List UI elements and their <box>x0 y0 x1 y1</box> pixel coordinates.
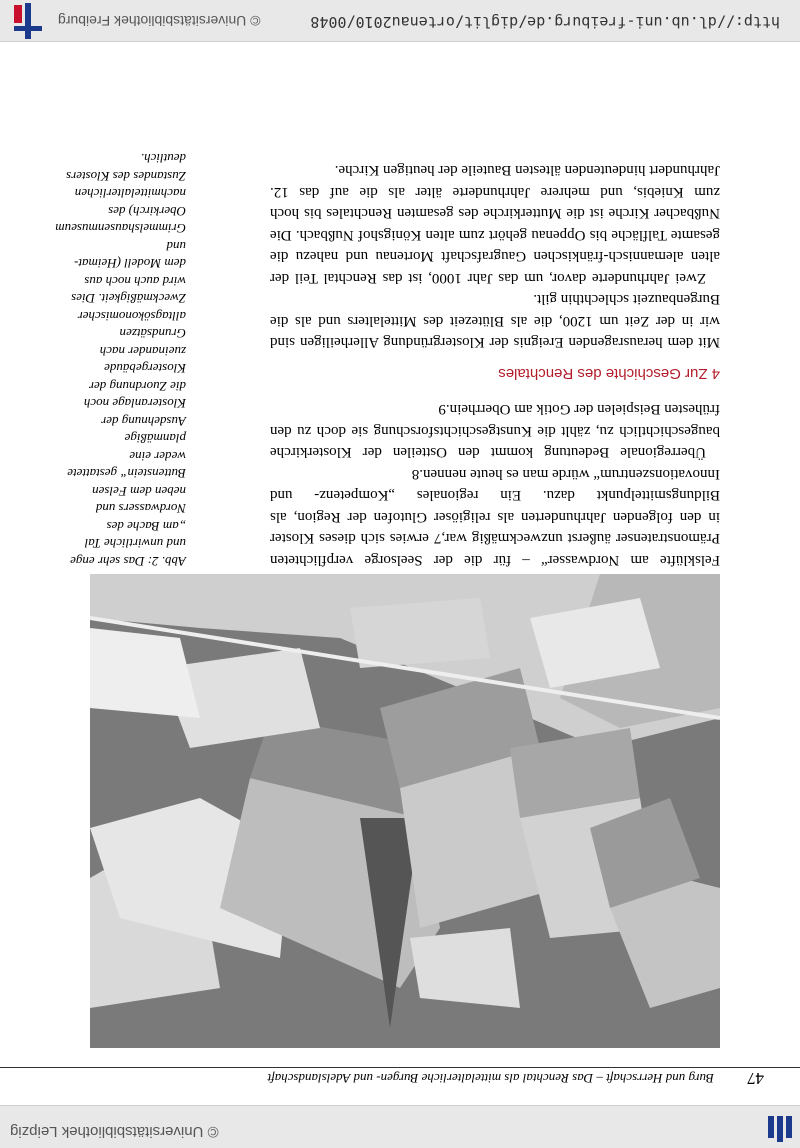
page-number: 47 <box>747 1069 764 1088</box>
top-bar <box>0 1105 800 1148</box>
monastery-model-photo <box>90 574 720 1048</box>
paragraph: Überregionale Bedeutung kommt den Ostteilen der Klosterkirche baugeschichtlich zu, zählt die Kunstgeschichtsforschung sie doch zu den frühesten Beispielen der Gotik am Oberrhein.9 <box>270 401 720 461</box>
running-header <box>0 1067 800 1090</box>
paragraph: Mit dem herausragenden Ereignis der Klostergründung Allerheiligen sind wir in der Zeit um 1200, die als Blütezeit des Mittelalters und als die Burgenbauzeit schlechthin gilt. <box>270 291 720 351</box>
university-logo-icon <box>10 3 46 39</box>
body-text <box>270 159 720 570</box>
running-title: Burg und Herrschaft – Das Renchtal als mittelalterliche Burgen- und Adelslandschaft <box>267 1071 714 1086</box>
caption-text: Abb. 2: Das sehr enge und unwirtliche Tal „am Bache des Nordwassers und neben dem Felsen Buttenstein“ gestattete weder eine planmäßige Ausdehnung der Klosteranlage noch die Zuordnung der Klostergebäude zueinander nach Grundsätzen alltagsökonomischer Zweckmäßigkeit. Dies wird auch noch aus dem Modell (Heimat- und Grimmelshausenmuseum Oberkirch) des nachmittelalterlichen Zustandes des Klosters deutlich. <box>55 151 186 569</box>
bottom-credit: © Universitätsbibliothek Freiburg <box>58 13 261 29</box>
top-credit: © Universitätsbibliothek Leipzig <box>10 1123 219 1140</box>
bottom-bar <box>0 0 800 42</box>
section-heading: 4 Zur Geschichte des Renchtales <box>498 365 720 382</box>
paragraph: Zwei Jahrhunderte davor, um das Jahr 1000, ist das Renchtal Teil der alten alemannisch-fränkischen Gaugrafschaft Mortenau und nahezu die gesamte Talfläche bis Oppenau gehört zum alten Königshof Nußbach. Die Nußbacher Kirche ist die Mutterkirche des gesamten Renchtales bis hoch zum Kniebis, und mehrere Jahrhunderte älter als die auf das 12. Jahrhundert hindeutenden ältesten Bauteile der heutigen Kirche. <box>270 162 720 286</box>
figure-caption <box>55 150 186 570</box>
paragraph: Felsklüfte am Nordwasser“ – für die der Seelsorge verpflichteten Prämonstratenser äußerst unzweckmäßig war,7 erwies sich dieses Kloster in den folgenden Jahrhunderten als religiöser Glutofen der Region, als Bildungsmittelpunkt dazu. Ein regionales „Kompetenz- und Innovationszentrum“ würde man es heute nennen.8 <box>270 466 720 568</box>
source-url[interactable]: http://dl.ub.uni-freiburg.de/diglit/ortenau2010/0048 <box>310 13 780 31</box>
library-logo-icon <box>768 1114 792 1142</box>
